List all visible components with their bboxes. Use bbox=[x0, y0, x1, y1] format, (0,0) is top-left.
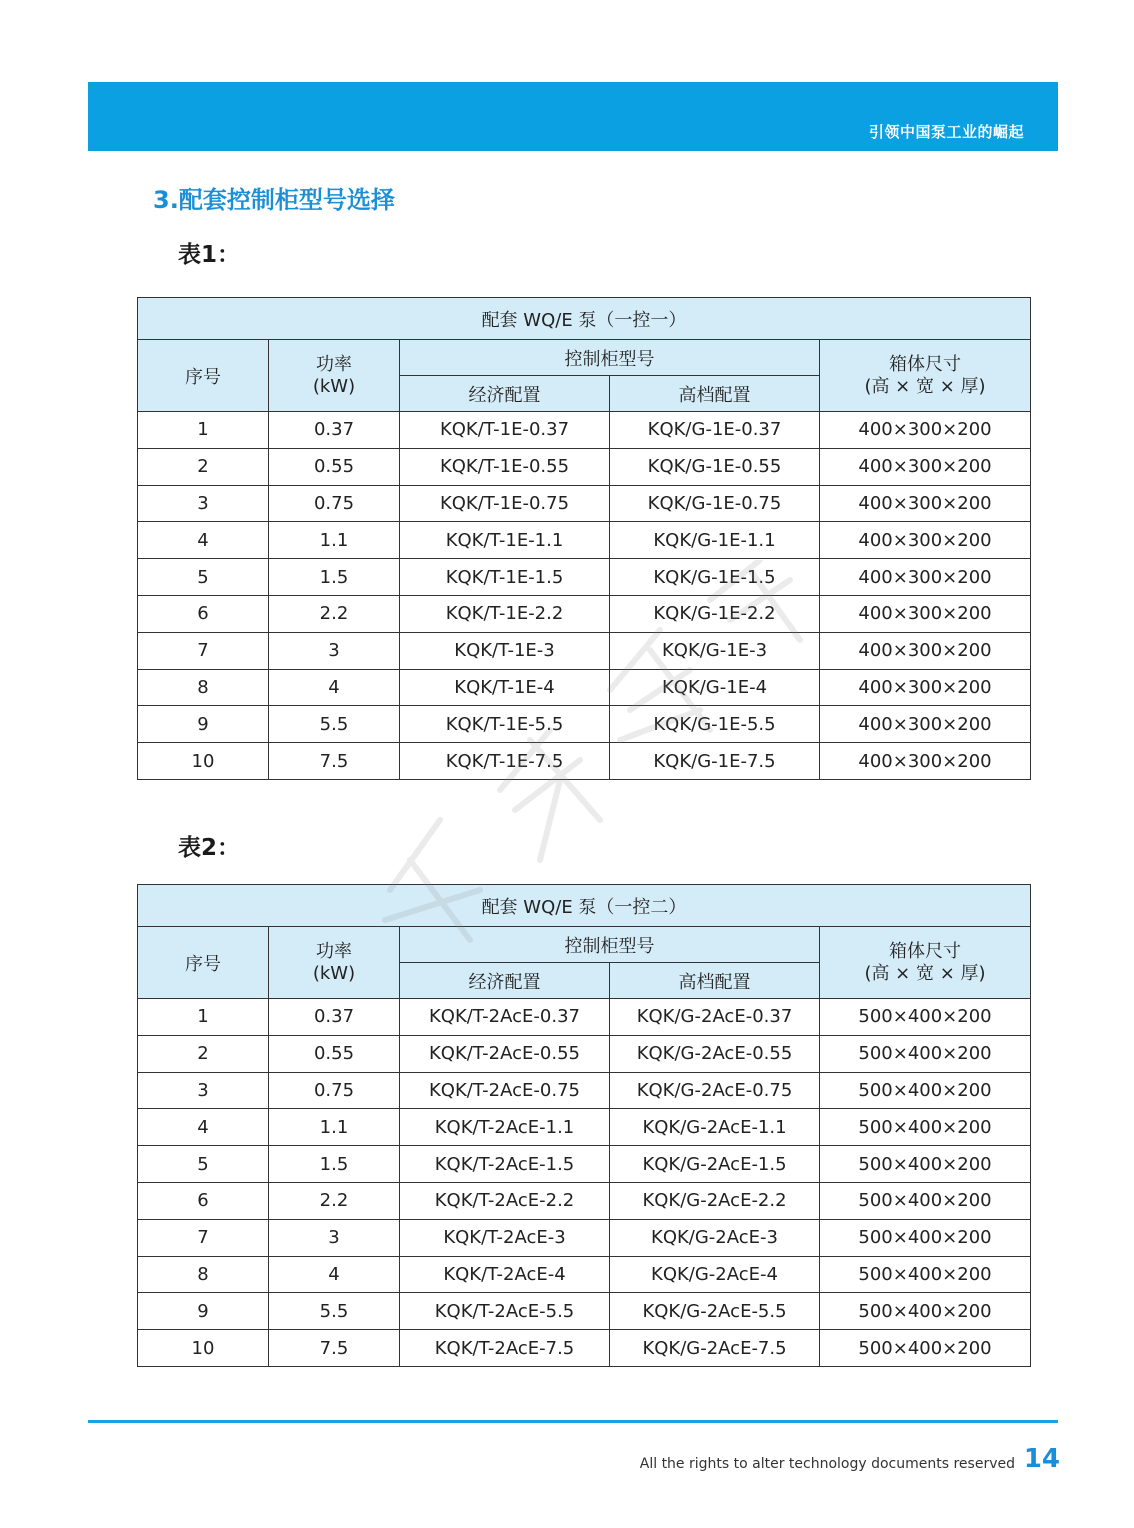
cell-economy-model: KQK/T-2AcE-1.1 bbox=[400, 1109, 610, 1146]
footer-rule bbox=[88, 1420, 1058, 1423]
cell-box-size: 400×300×200 bbox=[820, 522, 1031, 559]
table-row bbox=[138, 1256, 1031, 1293]
table-row bbox=[138, 485, 1031, 522]
cell-premium-model: KQK/G-2AcE-5.5 bbox=[610, 1293, 820, 1330]
cell-power: 5.5 bbox=[269, 1293, 400, 1330]
col-header-model-group: 控制柜型号 bbox=[400, 927, 820, 963]
table-2-label: 表2： bbox=[178, 835, 241, 861]
cell-box-size: 500×400×200 bbox=[820, 1330, 1031, 1367]
cell-box-size: 400×300×200 bbox=[820, 743, 1031, 780]
col-header-index: 序号 bbox=[138, 340, 269, 412]
cell-index: 2 bbox=[138, 448, 269, 485]
cell-premium-model: KQK/G-2AcE-1.1 bbox=[610, 1109, 820, 1146]
cell-power: 5.5 bbox=[269, 706, 400, 743]
cell-economy-model: KQK/T-2AcE-7.5 bbox=[400, 1330, 610, 1367]
table-row bbox=[138, 412, 1031, 449]
cell-index: 6 bbox=[138, 595, 269, 632]
cell-economy-model: KQK/T-2AcE-0.37 bbox=[400, 999, 610, 1036]
cell-economy-model: KQK/T-1E-1.1 bbox=[400, 522, 610, 559]
table-row bbox=[138, 1330, 1031, 1367]
cell-index: 8 bbox=[138, 1256, 269, 1293]
col-header-size-dims: (高 × 宽 × 厚) bbox=[864, 375, 986, 397]
cell-economy-model: KQK/T-2AcE-4 bbox=[400, 1256, 610, 1293]
table-row bbox=[138, 1182, 1031, 1219]
table-row bbox=[138, 1146, 1031, 1183]
table-row bbox=[138, 522, 1031, 559]
col-header-economy: 经济配置 bbox=[400, 376, 610, 412]
cell-box-size: 400×300×200 bbox=[820, 669, 1031, 706]
top-banner bbox=[88, 82, 1058, 151]
cell-index: 3 bbox=[138, 1072, 269, 1109]
cell-box-size: 400×300×200 bbox=[820, 485, 1031, 522]
table-row bbox=[138, 1072, 1031, 1109]
cell-economy-model: KQK/T-2AcE-2.2 bbox=[400, 1182, 610, 1219]
table-row bbox=[138, 1293, 1031, 1330]
cell-premium-model: KQK/G-2AcE-0.55 bbox=[610, 1035, 820, 1072]
cell-index: 5 bbox=[138, 559, 269, 596]
cell-box-size: 400×300×200 bbox=[820, 632, 1031, 669]
cell-economy-model: KQK/T-1E-0.75 bbox=[400, 485, 610, 522]
cell-premium-model: KQK/G-2AcE-3 bbox=[610, 1219, 820, 1256]
cell-economy-model: KQK/T-2AcE-0.55 bbox=[400, 1035, 610, 1072]
cell-power: 7.5 bbox=[269, 743, 400, 780]
cell-index: 6 bbox=[138, 1182, 269, 1219]
col-header-premium: 高档配置 bbox=[610, 963, 820, 999]
cell-power: 2.2 bbox=[269, 1182, 400, 1219]
col-header-size bbox=[820, 927, 1031, 999]
cell-index: 5 bbox=[138, 1146, 269, 1183]
cell-power: 1.5 bbox=[269, 559, 400, 596]
cell-box-size: 400×300×200 bbox=[820, 706, 1031, 743]
cell-premium-model: KQK/G-1E-0.37 bbox=[610, 412, 820, 449]
col-header-size-dims: (高 × 宽 × 厚) bbox=[864, 962, 986, 984]
cell-premium-model: KQK/G-2AcE-4 bbox=[610, 1256, 820, 1293]
cell-economy-model: KQK/T-2AcE-3 bbox=[400, 1219, 610, 1256]
table-1-label: 表1： bbox=[178, 242, 241, 268]
table-row bbox=[138, 1035, 1031, 1072]
col-header-model-group: 控制柜型号 bbox=[400, 340, 820, 376]
cell-index: 1 bbox=[138, 412, 269, 449]
table-row bbox=[138, 669, 1031, 706]
cell-box-size: 500×400×200 bbox=[820, 1146, 1031, 1183]
cell-index: 7 bbox=[138, 632, 269, 669]
cell-economy-model: KQK/T-2AcE-0.75 bbox=[400, 1072, 610, 1109]
cell-power: 3 bbox=[269, 632, 400, 669]
banner-slogan: 引领中国泵工业的崛起 bbox=[868, 123, 1024, 141]
cell-premium-model: KQK/G-2AcE-7.5 bbox=[610, 1330, 820, 1367]
cell-economy-model: KQK/T-1E-2.2 bbox=[400, 595, 610, 632]
cell-box-size: 500×400×200 bbox=[820, 1072, 1031, 1109]
cell-premium-model: KQK/G-2AcE-0.37 bbox=[610, 999, 820, 1036]
cell-economy-model: KQK/T-1E-7.5 bbox=[400, 743, 610, 780]
table-caption: 配套 WQ/E 泵（一控二） bbox=[138, 885, 1031, 927]
col-header-power bbox=[269, 927, 400, 999]
cell-index: 9 bbox=[138, 706, 269, 743]
col-header-power-label: 功率 bbox=[316, 940, 352, 962]
cell-power: 4 bbox=[269, 1256, 400, 1293]
cell-economy-model: KQK/T-1E-4 bbox=[400, 669, 610, 706]
cell-index: 8 bbox=[138, 669, 269, 706]
table-row bbox=[138, 1219, 1031, 1256]
col-header-power-label: 功率 bbox=[316, 353, 352, 375]
cell-power: 2.2 bbox=[269, 595, 400, 632]
table-caption: 配套 WQ/E 泵（一控一） bbox=[138, 298, 1031, 340]
cell-premium-model: KQK/G-2AcE-1.5 bbox=[610, 1146, 820, 1183]
cell-box-size: 500×400×200 bbox=[820, 1256, 1031, 1293]
cell-power: 0.75 bbox=[269, 485, 400, 522]
cell-power: 3 bbox=[269, 1219, 400, 1256]
table-row bbox=[138, 632, 1031, 669]
section-title: 3.配套控制柜型号选择 bbox=[153, 186, 395, 214]
cell-index: 3 bbox=[138, 485, 269, 522]
table-row bbox=[138, 1109, 1031, 1146]
cell-index: 7 bbox=[138, 1219, 269, 1256]
col-header-size bbox=[820, 340, 1031, 412]
cell-premium-model: KQK/G-1E-2.2 bbox=[610, 595, 820, 632]
cell-index: 10 bbox=[138, 1330, 269, 1367]
cell-box-size: 500×400×200 bbox=[820, 1182, 1031, 1219]
cell-box-size: 500×400×200 bbox=[820, 1219, 1031, 1256]
col-header-size-label: 箱体尺寸 bbox=[889, 940, 961, 962]
cell-box-size: 400×300×200 bbox=[820, 412, 1031, 449]
col-header-premium: 高档配置 bbox=[610, 376, 820, 412]
table-1 bbox=[137, 297, 1030, 780]
table-row bbox=[138, 559, 1031, 596]
table-row bbox=[138, 706, 1031, 743]
cell-power: 0.55 bbox=[269, 1035, 400, 1072]
cell-index: 2 bbox=[138, 1035, 269, 1072]
cell-premium-model: KQK/G-2AcE-0.75 bbox=[610, 1072, 820, 1109]
cell-premium-model: KQK/G-1E-0.55 bbox=[610, 448, 820, 485]
col-header-index: 序号 bbox=[138, 927, 269, 999]
table-row bbox=[138, 448, 1031, 485]
footer-note: All the rights to alter technology documents reserved bbox=[639, 1456, 1015, 1472]
cell-index: 4 bbox=[138, 522, 269, 559]
cell-premium-model: KQK/G-1E-1.1 bbox=[610, 522, 820, 559]
cell-index: 10 bbox=[138, 743, 269, 780]
cell-economy-model: KQK/T-2AcE-5.5 bbox=[400, 1293, 610, 1330]
cell-economy-model: KQK/T-1E-5.5 bbox=[400, 706, 610, 743]
col-header-power bbox=[269, 340, 400, 412]
cell-premium-model: KQK/G-1E-3 bbox=[610, 632, 820, 669]
cell-power: 0.75 bbox=[269, 1072, 400, 1109]
table-row bbox=[138, 743, 1031, 780]
cell-box-size: 400×300×200 bbox=[820, 559, 1031, 596]
cell-premium-model: KQK/G-1E-0.75 bbox=[610, 485, 820, 522]
cell-economy-model: KQK/T-1E-3 bbox=[400, 632, 610, 669]
col-header-economy: 经济配置 bbox=[400, 963, 610, 999]
cell-premium-model: KQK/G-1E-5.5 bbox=[610, 706, 820, 743]
cell-power: 1.5 bbox=[269, 1146, 400, 1183]
cell-premium-model: KQK/G-1E-1.5 bbox=[610, 559, 820, 596]
cell-economy-model: KQK/T-1E-1.5 bbox=[400, 559, 610, 596]
cell-index: 1 bbox=[138, 999, 269, 1036]
cell-economy-model: KQK/T-1E-0.37 bbox=[400, 412, 610, 449]
table-row bbox=[138, 999, 1031, 1036]
cell-power: 0.55 bbox=[269, 448, 400, 485]
cell-economy-model: KQK/T-2AcE-1.5 bbox=[400, 1146, 610, 1183]
cell-economy-model: KQK/T-1E-0.55 bbox=[400, 448, 610, 485]
cell-box-size: 400×300×200 bbox=[820, 595, 1031, 632]
cell-index: 4 bbox=[138, 1109, 269, 1146]
cell-premium-model: KQK/G-2AcE-2.2 bbox=[610, 1182, 820, 1219]
cell-box-size: 500×400×200 bbox=[820, 999, 1031, 1036]
cell-power: 4 bbox=[269, 669, 400, 706]
cell-box-size: 500×400×200 bbox=[820, 1293, 1031, 1330]
cell-premium-model: KQK/G-1E-7.5 bbox=[610, 743, 820, 780]
table-2 bbox=[137, 884, 1030, 1367]
cell-index: 9 bbox=[138, 1293, 269, 1330]
cell-box-size: 500×400×200 bbox=[820, 1035, 1031, 1072]
cell-box-size: 500×400×200 bbox=[820, 1109, 1031, 1146]
col-header-power-unit: (kW) bbox=[312, 962, 356, 984]
col-header-size-label: 箱体尺寸 bbox=[889, 353, 961, 375]
cell-power: 7.5 bbox=[269, 1330, 400, 1367]
cell-box-size: 400×300×200 bbox=[820, 448, 1031, 485]
cell-power: 1.1 bbox=[269, 522, 400, 559]
table-row bbox=[138, 595, 1031, 632]
cell-premium-model: KQK/G-1E-4 bbox=[610, 669, 820, 706]
cell-power: 1.1 bbox=[269, 1109, 400, 1146]
cell-power: 0.37 bbox=[269, 999, 400, 1036]
cell-power: 0.37 bbox=[269, 412, 400, 449]
page-number: 14 bbox=[1023, 1444, 1060, 1474]
col-header-power-unit: (kW) bbox=[312, 375, 356, 397]
